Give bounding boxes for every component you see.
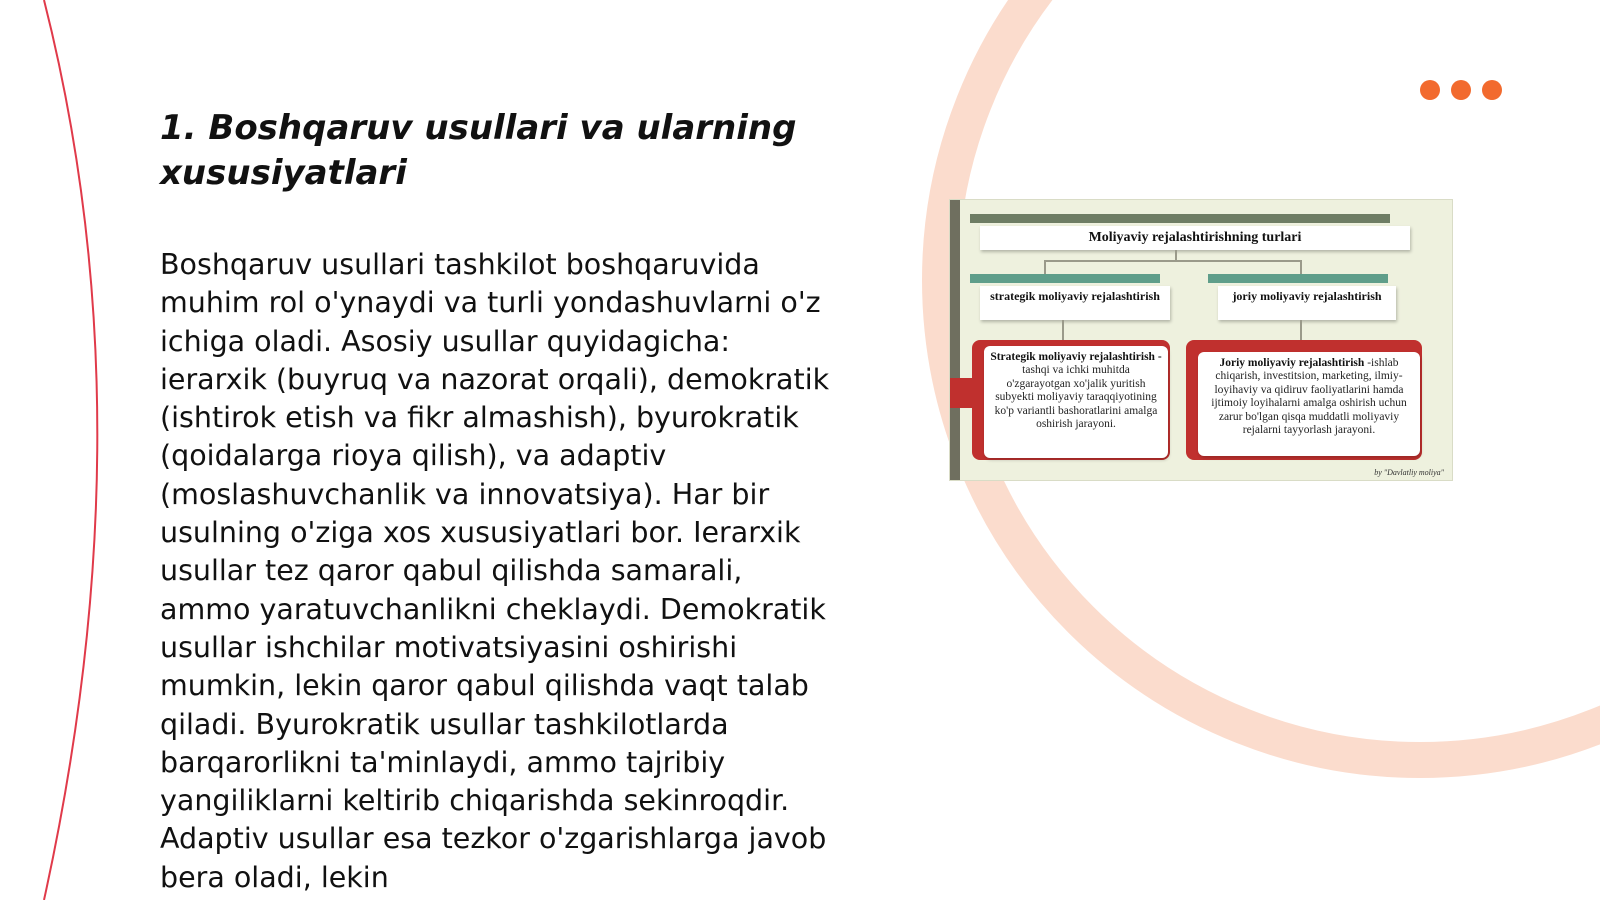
financial-planning-diagram (950, 200, 1452, 480)
left-description-term: Strategik moliyaviy rejalashtirish - (990, 351, 1162, 363)
diagram-red-tab (950, 378, 974, 408)
dot-icon (1420, 80, 1440, 100)
connector-line (1300, 320, 1302, 342)
decorative-left-curve (44, 0, 97, 900)
slide-body-text: Boshqaruv usullari tashkilot boshqaruvida muhim rol o'ynaydi va turli yondashuvlarni o'z ichiga oladi. Asosiy usullar quyidagicha: ierarxik (buyruq va nazorat orqali), demokratik (ishtirok etish va fikr almashish), byurokratik (qoidalarga rioya qilish), va adaptiv (moslashuvchanlik va innovatsiya). Har bir usulning o'ziga xos xususiyatlari bor. Ierarxik usullar tez qaror qabul qilishda samarali, ammo yaratuvchanlikni cheklaydi. Demokratik usullar ishchilar motivatsiyasini oshirishi mumkin, lekin qaror qabul qilishda vaqt talab qiladi. Byurokratik usullar tashkilotlarda barqarorlikni ta'minlaydi, ammo tajribiy yangiliklarni keltirib chiqarishda sekinroqdir. Adaptiv usullar esa tezkor o'zgarishlarga javob bera oladi, lekin (160, 248, 830, 894)
menu-dots-icon (1420, 80, 1502, 100)
diagram-credit: by "Davlatliy moliya" (1374, 468, 1444, 477)
right-description (1198, 352, 1420, 456)
connector-line (1044, 260, 1300, 262)
left-description-text: tashqi va ichki muhitda o'zgarayotgan xo'jalik yuritish subyekti moliyaviy taraqqiyotining ko'p variantli bashoratlarini amalga oshirish jarayoni. (994, 364, 1158, 431)
diagram-header: Moliyaviy rejalashtirishning turlari (980, 226, 1410, 250)
right-branch-title: joriy moliyaviy rejalashtirish (1218, 286, 1396, 320)
right-branch-strip (1208, 274, 1388, 283)
slide-title: 1. Boshqaruv usullari va ularning xususiyatlari (160, 108, 797, 193)
diagram-left-bar (950, 200, 960, 480)
diagram-header-strip (970, 214, 1390, 223)
left-branch-strip (970, 274, 1160, 283)
right-description-term: Joriy moliyaviy rejalashtirish (1219, 357, 1365, 369)
connector-line (1175, 250, 1177, 262)
dot-icon (1451, 80, 1471, 100)
left-description (984, 346, 1168, 458)
right-description-text: -ishlab chiqarish, investitsion, marketing, ilmiy-loyihaviy va qidiruv faoliyatlarini hamda ijtimoiy loyihalarni amalga oshirish uchun zarur bo'lgan qisqa muddatli moliyaviy rejalarni tayyorlash jarayoni. (1211, 357, 1407, 437)
connector-line (1062, 320, 1064, 342)
left-branch-title: strategik moliyaviy rejalashtirish (980, 286, 1170, 320)
dot-icon (1482, 80, 1502, 100)
